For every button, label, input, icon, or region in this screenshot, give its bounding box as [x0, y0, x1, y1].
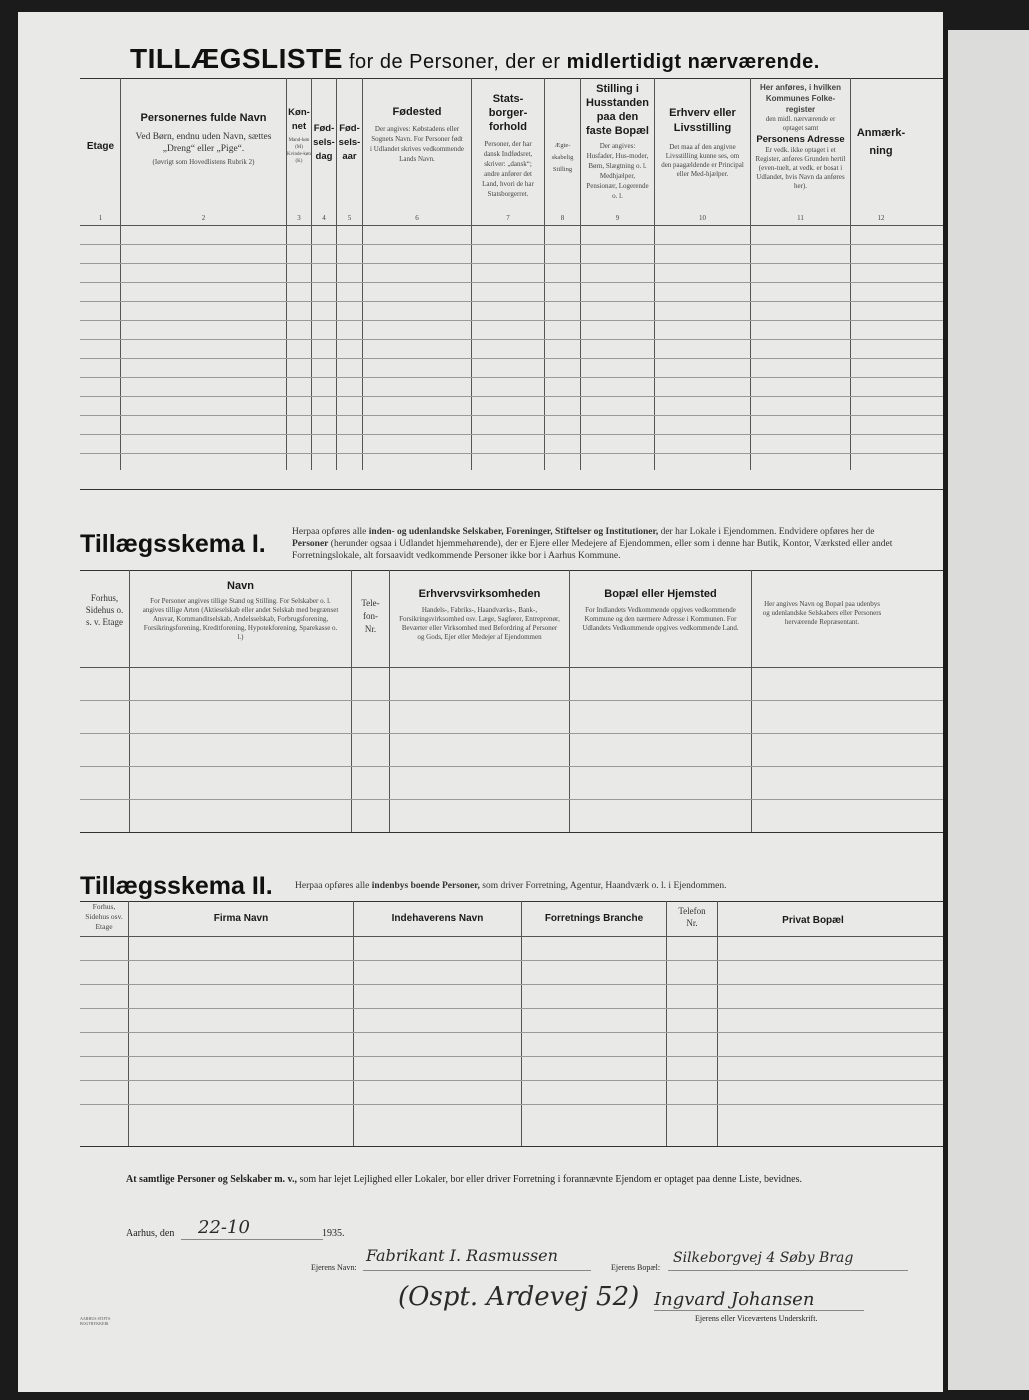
s1-header-telefon: Tele-fon-Nr. [361, 598, 380, 634]
t1-header-fodselsaar: Fød-sels-aar [338, 123, 361, 162]
t1-num-11: 11 [797, 214, 804, 222]
page-title [130, 43, 820, 75]
s2-header-bopael: Privat Bopæl [782, 915, 844, 926]
t1-header-aegteskabelig: Ægte-skabelig Stilling [551, 142, 574, 173]
t1-num-7: 7 [506, 214, 510, 222]
date-handwritten: 22-10 [198, 1217, 250, 1238]
s1-header-repraesentant: Her angives Navn og Bopæl paa udenbys og udenlandske Selskabers eller Personers herværende Repræsentant. [762, 600, 882, 626]
t1-header-fodselsdag: Fød-sels-dag [313, 123, 335, 162]
s1-header-bopael: Bopæl eller Hjemsted For Indlandets Vedkommende opgives vedkommende Kommune og den nærmere Adresse i Kommunen. For Udlandets Vedkommende opgives vedkommende Land. [582, 588, 739, 632]
title-main: TILLÆGSLISTE [130, 43, 343, 74]
title-rest: for de Personer, der er [342, 51, 567, 73]
t1-num-1: 1 [98, 214, 103, 222]
t1-num-4: 4 [322, 214, 326, 222]
s2-header-branche: Forretnings Branche [544, 913, 644, 924]
t1-num-9: 9 [615, 214, 620, 222]
t1-num-5: 5 [347, 214, 352, 222]
t1-header-folkeregister: Her anføres, i hvilken Kommunes Folke-register den midl. nærværende er optaget samt Personens Adresse Er vedk. ikke optaget i et Register, anføres Grunden hertil (even-tuelt, at vedk. er bosat i Udlandet, hvis Navn da anføres her). [755, 83, 846, 190]
s2-header-etage: Forhus, Sidehus osv. Etage [85, 902, 123, 931]
s1-header-navn: Navn For Personer angives tillige Stand og Stilling. For Selskaber o. l. angives tillige Arten (Aktieselskab eller andet Selskab med begrænset Ansvar, Kommanditselskab, Andelsselskab, Forbrugsforening, Forsikringsforening, Kreditforening, Hypotekforening, Sparekasse o. l.) [142, 580, 339, 641]
skema1-intro: Herpaa opføres alle inden- og udenlandske Selskaber, Foreninger, Stiftelser og Institutioner, der har Lokale i Ejendommen. Endvidere opføres her de Personer (herunder ogsaa i Udlandet hjemmehørende), der er Ejere eller Medejere af Ejendommen, eller som i denne har Butik, Kontor, Værksted eller andet Forretningslokale, alt forsaavidt vedkommende Personer ikke bor i Aarhus Kommune. [292, 527, 893, 561]
t1-num-3: 3 [297, 214, 301, 222]
s2-header-firma: Firma Navn [213, 913, 269, 924]
skema2-title: Tillægsskema II. [80, 872, 273, 900]
declaration: At samtlige Personer og Selskaber m. v., som har lejet Lejlighed eller Lokaler, bor eller driver Forretning i forannævnte Ejendom er optaget paa denne Liste, bevidnes. [126, 1174, 802, 1185]
t1-num-8: 8 [560, 214, 565, 222]
t1-header-kon: Køn-net Mand-køn (M) Kvinde-køn (K) [287, 107, 311, 164]
t1-header-statsborger: Stats-borger-forhold Personer, der har dansk Indfødsret, skriver: „dansk“; andre anfører det Land, hvori de har Statsborgerret. [482, 93, 534, 198]
owner-name-label: Ejerens Navn: [311, 1263, 357, 1272]
title-bold: midlertidigt nærværende. [566, 51, 820, 73]
owner-address-handwritten: Silkeborgvej 4 Søby Brag [673, 1250, 854, 1266]
t1-num-2: 2 [201, 214, 206, 222]
t1-header-etage: Etage [86, 141, 115, 152]
form-page [18, 12, 943, 1392]
t1-num-6: 6 [415, 214, 419, 222]
t1-header-stilling: Stilling i Husstanden paa den faste Bopæl Der angives: Husfader, Hus-moder, Børn, Slægtning o. l. Medhjælper, Pensionær, Logerende o. l. [586, 83, 649, 200]
owner-address-label: Ejerens Bopæl: [611, 1263, 661, 1272]
keeper-signature: Ingvard Johansen [654, 1289, 815, 1310]
t1-num-12: 12 [877, 214, 885, 222]
keeper-signature-label: Ejerens eller Viceværtens Underskrift. [695, 1314, 818, 1323]
s2-header-indehaver: Indehaverens Navn [391, 913, 484, 924]
printer-imprint: AARHUS STIFTS BOGTRYKKERI [80, 1316, 111, 1326]
s1-header-erhverv: Erhvervsvirksomheden Handels-, Fabriks-, Haandværks-, Bank-, Forsikringsvirksomhed osv. Læge, Sagfører, Entreprenør, Beværter eller Virksomhed med Befordring af Personer og Gods, Ejer eller Medejer af Ejendommen [399, 588, 560, 641]
s1-header-etage: Forhus, Sidehus o. s. v. Etage [85, 593, 124, 627]
skema2-intro: Herpaa opføres alle indenbys boende Personer, som driver Forretning, Agentur, Haandværk o. l. i Ejendommen. [295, 881, 727, 891]
skema1-title: Tillægsskema I. [80, 530, 266, 558]
t1-header-fodested: Fødested Der angives: Købstadens eller Sognets Navn. For Personer født i Udlandet skrives vedkommende Lands Navn. [370, 106, 464, 163]
t1-header-anmaerkning: Anmærk-ning [856, 127, 906, 157]
t1-header-navn: Personernes fulde Navn Ved Børn, endnu uden Navn, sættes „Dreng“ eller „Pige“. (Iøvrigt som Hovedlistens Rubrik 2) [135, 112, 272, 166]
t1-header-erhverv: Erhverv eller Livsstilling Det maa af den angivne Livsstilling kunne ses, om den paagældende er Principal eller Med-hjælper. [661, 107, 744, 178]
t1-num-10: 10 [699, 214, 706, 222]
year: 1935. [322, 1228, 345, 1239]
owner-name-handwritten: Fabrikant I. Rasmussen [366, 1246, 558, 1265]
s2-header-telefon: Telefon Nr. [678, 906, 706, 928]
adjacent-page-edge [948, 30, 1029, 1390]
place-date-label: Aarhus, den [126, 1228, 175, 1239]
stamp-handwritten: (Ospt. Ardevej 52) [398, 1282, 640, 1312]
